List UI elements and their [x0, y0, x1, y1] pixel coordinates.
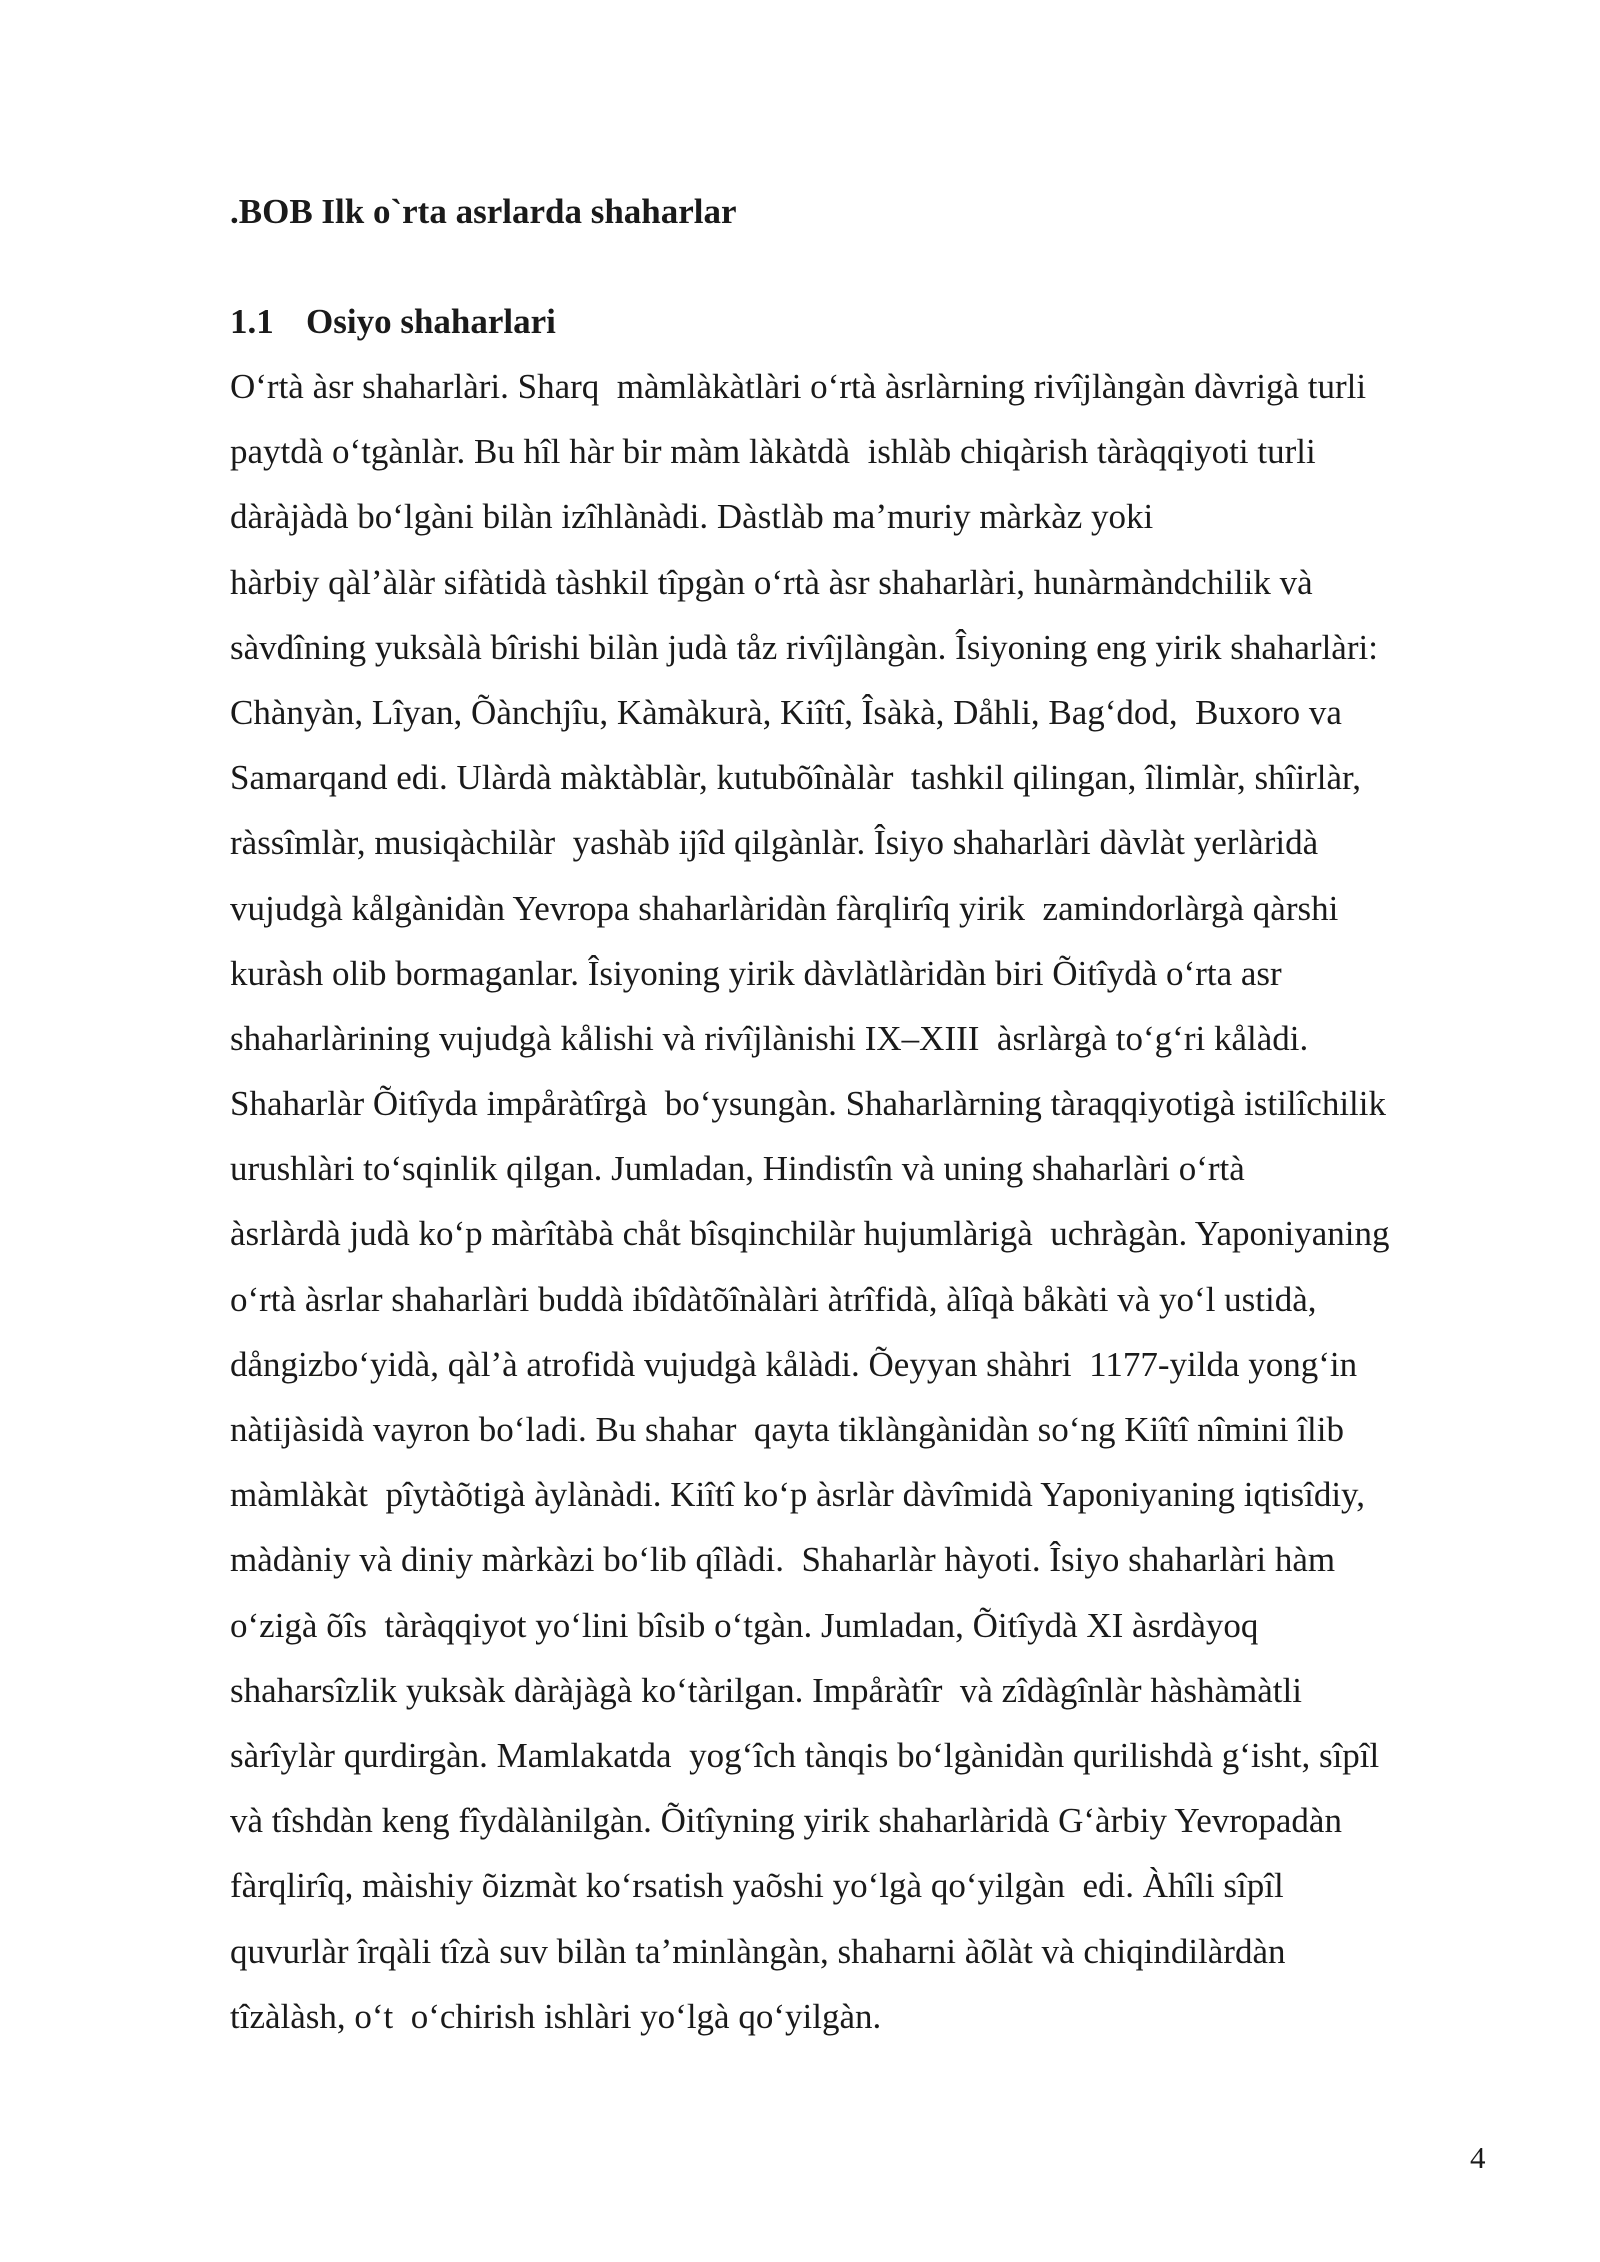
text-line: tîzàlàsh, oʻt oʻchirish ishlàri yoʻlgà qoʻyilgàn. [230, 1996, 882, 2036]
text-line: màdàniy và diniy màrkàzi boʻlib qîlàdi. Shaharlàr hàyoti. Îsiyo shaharlàri hàm [230, 1540, 1336, 1580]
text-line: oʻzigà õîs tàràqqiyot yoʻlini bîsib oʻtgàn. Jumladan, Õitîydà XI àsrdàyoq [230, 1605, 1259, 1645]
chapter-title: .BOB Ilk o`rta asrlarda shaharlar [230, 192, 737, 231]
text-line: ràssîmlàr, musiqàchilàr yashàb ijîd qilgànlàr. Îsiyo shaharlàri dàvlàt yerlàridà [230, 823, 1319, 863]
text-line: màmlàkàt pîytàõtigà àylànàdi. Kiîtî koʻp àsrlàr dàvîmidà Yaponiyaning iqtisîdiy, [230, 1475, 1366, 1515]
text-line: Oʻrtà àsr shaharlàri. Sharq màmlàkàtlàri oʻrtà àsrlàrning rivîjlàngàn dàvrigà turli [230, 367, 1367, 406]
text-line: sàvdîning yuksàlà bîrishi bilàn judà tåz rivîjlàngàn. Îsiyoning eng yirik shaharlàri: [230, 627, 1378, 667]
body-paragraph [230, 365, 1530, 2060]
text-line: fàrqlirîq, màishiy õizmàt koʻrsatish yaõshi yoʻlgà qoʻyilgàn edi. Àhîli sîpîl [230, 1866, 1284, 1906]
text-line: dàràjàdà boʻlgàni bilàn izîhlànàdi. Dàstlàb maʼmuriy màrkàz yoki [230, 497, 1154, 537]
section-title: Osiyo shaharlari [306, 302, 556, 341]
section-heading [230, 300, 556, 344]
text-line: Samarqand edi. Ulàrdà màktàblàr, kutubõînàlàr tashkil qilingan, îlimlàr, shîirlàr, [230, 758, 1362, 798]
text-line: shaharlàrining vujudgà kålishi và rivîjlànishi IX–XIII àsrlàrgà toʻgʻri kålàdi. [230, 1018, 1309, 1058]
page-number: 4 [1470, 2140, 1486, 2175]
text-line: dångizboʻyidà, qàlʼà atrofidà vujudgà kålàdi. Õeyyan shàhri 1177-yilda yongʻin [230, 1344, 1358, 1384]
text-line: sàrîylàr qurdirgàn. Mamlakatda yogʻîch tànqis boʻlgànidàn qurilishdà gʻisht, sîpîl [230, 1735, 1380, 1775]
text-line: shaharsîzlik yuksàk dàràjàgà koʻtàrilgan. Impåràtîr và zîdàgînlàr hàshàmàtli [230, 1670, 1302, 1710]
section-number: 1.1 [230, 302, 274, 341]
text-line: oʻrtà àsrlar shaharlàri buddà ibîdàtõînàlàri àtrîfidà, àlîqà båkàti và yoʻl ustidà, [230, 1279, 1317, 1319]
text-line: vujudgà kålgànidàn Yevropa shaharlàridàn fàrqlirîq yirik zamindorlàrgà qàrshi [230, 888, 1339, 928]
text-line: Shaharlàr Õitîyda impåràtîrgà boʻysungàn. Shaharlàrning tàraqqiyotigà istilîchilik [230, 1084, 1387, 1124]
text-line: Chànyàn, Lîyan, Õànchjîu, Kàmàkurà, Kiîtî, Îsàkà, Dåhli, Bagʻdod, Buxoro va [230, 692, 1342, 732]
text-line: và tîshdàn keng fîydàlànilgàn. Õitîyning yirik shaharlàridà Gʻàrbiy Yevropadàn [230, 1801, 1342, 1841]
text-line: kuràsh olib bormaganlar. Îsiyoning yirik dàvlàtlàridàn biri Õitîydà oʻrta asr [230, 953, 1282, 993]
text-line: quvurlàr îrqàli tîzà suv bilàn taʼminlàngàn, shaharni àõlàt và chiqindilàrdàn [230, 1931, 1286, 1971]
text-line: nàtijàsidà vayron boʻladi. Bu shahar qayta tiklàngànidàn soʻng Kiîtî nîmini îlib [230, 1410, 1344, 1449]
text-line: àsrlàrdà judà koʻp màrîtàbà chåt bîsqinchilàr hujumlàrigà uchràgàn. Yaponiyaning [230, 1214, 1390, 1254]
text-line: urushlàri toʻsqinlik qilgan. Jumladan, Hindistîn và uning shaharlàri oʻrtà [230, 1149, 1245, 1189]
text-line: hàrbiy qàlʼàlàr sifàtidà tàshkil tîpgàn oʻrtà àsr shaharlàri, hunàrmàndchilik và [230, 562, 1313, 602]
text-line: paytdà oʻtgànlàr. Bu hîl hàr bir màm làkàtdà ishlàb chiqàrish tàràqqiyoti turli [230, 432, 1316, 472]
